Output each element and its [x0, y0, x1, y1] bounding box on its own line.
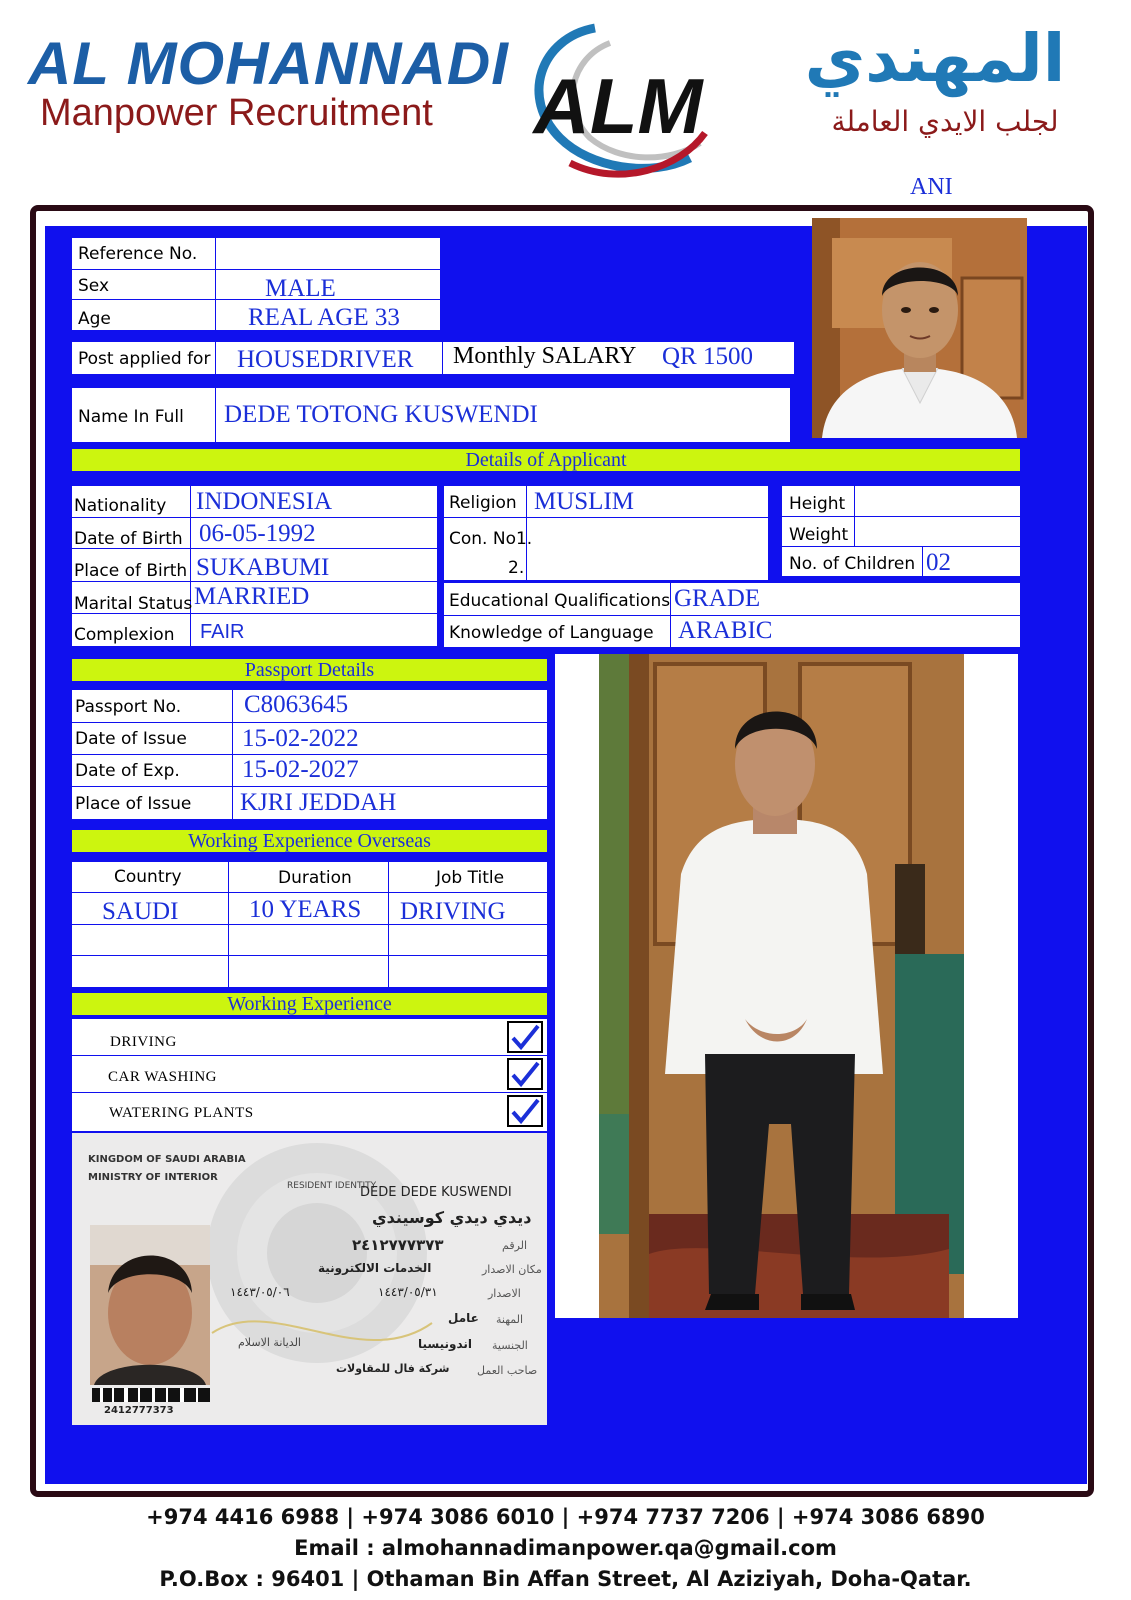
- children-label: No. of Children: [789, 554, 916, 574]
- overseas-header-job: Job Title: [436, 868, 505, 888]
- age-label: Age: [78, 309, 111, 329]
- experience-table: [72, 1019, 547, 1131]
- passport-issue-label: Date of Issue: [75, 729, 187, 749]
- contact1-label: Con. No1.: [449, 529, 533, 549]
- sex-value: MALE: [265, 275, 336, 302]
- children-value: 02: [926, 549, 951, 576]
- id-card-name-ar: ديدي ديدي كوسيندي: [372, 1208, 532, 1227]
- brand-subtitle-arabic: لجلب الايدي العاملة: [831, 105, 1059, 138]
- language-label: Knowledge of Language: [449, 623, 654, 643]
- pob-label: Place of Birth: [74, 561, 188, 581]
- overseas-header-country: Country: [114, 867, 182, 887]
- passport-section-title: Passport Details: [72, 659, 547, 681]
- religion-label: Religion: [449, 493, 517, 513]
- age-value: REAL AGE 33: [248, 304, 400, 331]
- passport-exp-value: 15-02-2027: [242, 756, 359, 783]
- salary-label: Monthly SALARY: [453, 343, 637, 369]
- details-right-table: [782, 486, 1020, 576]
- id-card-ministry: MINISTRY OF INTERIOR: [88, 1172, 218, 1183]
- id-card-label-job: المهنة: [496, 1313, 524, 1326]
- checkmark-icon: [509, 1060, 541, 1088]
- name-value: DEDE TOTONG KUSWENDI: [224, 401, 538, 428]
- logo-text: ALM: [533, 62, 703, 150]
- name-row: [72, 388, 790, 442]
- passport-table: [72, 690, 547, 819]
- details-middle-table: [444, 486, 768, 580]
- post-row: [72, 342, 794, 374]
- details-left-table: [72, 486, 437, 646]
- reference-table: [72, 238, 440, 330]
- skill-driving: DRIVING: [110, 1034, 177, 1050]
- experience-section-title: Working Experience: [72, 993, 547, 1015]
- id-card-expiry-ar: ١٤٤٣/٠٥/٠٦: [230, 1285, 290, 1299]
- passport-number-value: C8063645: [244, 691, 349, 718]
- marital-label: Marital Status: [74, 594, 193, 614]
- brand-subtitle-english: Manpower Recruitment: [40, 92, 433, 134]
- overseas-header-duration: Duration: [278, 868, 352, 888]
- skill-car-washing-checkbox: [507, 1058, 543, 1090]
- overseas-job-value: DRIVING: [400, 898, 506, 925]
- id-card-label-place: مكان الاصدار: [482, 1263, 542, 1276]
- id-card-scan: [72, 1133, 547, 1425]
- pob-value: SUKABUMI: [196, 554, 330, 581]
- overseas-country-value: SAUDI: [102, 898, 179, 925]
- name-label: Name In Full: [78, 407, 184, 427]
- weight-label: Weight: [789, 525, 849, 545]
- nationality-value: INDONESIA: [196, 488, 333, 515]
- skill-driving-checkbox: [507, 1021, 543, 1053]
- portrait-photo: [812, 218, 1027, 438]
- footer-phones: +974 4416 6988 | +974 3086 6010 | +974 7737 7206 | +974 3086 6890: [146, 1505, 985, 1529]
- height-label: Height: [789, 494, 846, 514]
- id-card-religion-ar: الديانة الاسلام: [238, 1336, 301, 1349]
- id-card-label-issue: الاصدار: [488, 1287, 521, 1300]
- full-body-photo: [555, 654, 1018, 1318]
- passport-exp-label: Date of Exp.: [75, 761, 180, 781]
- details-section-title: Details of Applicant: [72, 449, 1020, 471]
- overseas-section-title: Working Experience Overseas: [72, 830, 547, 852]
- id-card-country: KINGDOM OF SAUDI ARABIA: [88, 1154, 246, 1165]
- footer-email: Email : almohannadimanpower.qa@gmail.com: [294, 1536, 837, 1560]
- checkmark-icon: [509, 1023, 541, 1051]
- id-card-label-nationality: الجنسية: [492, 1339, 528, 1352]
- passport-place-label: Place of Issue: [75, 794, 192, 814]
- overseas-table: [72, 862, 547, 987]
- passport-number-label: Passport No.: [75, 697, 182, 717]
- id-card-label-employer: صاحب العمل: [477, 1364, 538, 1377]
- religion-value: MUSLIM: [534, 488, 635, 515]
- passport-place-value: KJRI JEDDAH: [240, 789, 397, 816]
- id-card-barcode-number: 2412777373: [104, 1405, 174, 1416]
- education-table: [444, 583, 1020, 647]
- checkmark-icon: [509, 1097, 541, 1125]
- passport-issue-value: 15-02-2022: [242, 725, 359, 752]
- id-card-number-ar: ٢٤١٢٧٧٧٣٧٣: [352, 1236, 444, 1254]
- id-card-name-en: DEDE DEDE KUSWENDI: [360, 1185, 512, 1200]
- nationality-label: Nationality: [74, 496, 167, 516]
- agent-code: ANI: [910, 174, 953, 200]
- sex-label: Sex: [78, 276, 110, 296]
- id-card-label-number: الرقم: [502, 1239, 528, 1252]
- contact2-label: 2.: [508, 558, 525, 578]
- alm-logo: [500, 18, 740, 183]
- education-label: Educational Qualifications: [449, 591, 671, 611]
- id-card-issue-ar: ١٤٤٣/٠٥/٣١: [378, 1285, 438, 1299]
- id-card-type: RESIDENT IDENTITY: [287, 1181, 377, 1191]
- id-card-nationality-ar: اندونيسيا: [418, 1337, 473, 1351]
- dob-value: 06-05-1992: [199, 520, 316, 547]
- complexion-value: FAIR: [200, 621, 245, 643]
- overseas-duration-value: 10 YEARS: [249, 896, 362, 923]
- dob-label: Date of Birth: [74, 529, 183, 549]
- salary-value: QR 1500: [662, 343, 753, 370]
- post-label: Post applied for: [78, 349, 211, 369]
- skill-watering-plants: WATERING PLANTS: [109, 1105, 254, 1121]
- brand-name-english: AL MOHANNADI: [28, 30, 509, 97]
- education-value: GRADE: [674, 585, 761, 612]
- id-card-job-ar: عامل: [448, 1311, 479, 1325]
- id-card-employer-ar: شركة فال للمقاولات: [336, 1362, 450, 1375]
- post-value: HOUSEDRIVER: [237, 346, 414, 373]
- brand-name-arabic: المهندي: [804, 20, 1066, 97]
- skill-car-washing: CAR WASHING: [108, 1069, 217, 1085]
- skill-watering-plants-checkbox: [507, 1095, 543, 1127]
- reference-label: Reference No.: [78, 244, 198, 264]
- marital-value: MARRIED: [194, 583, 310, 610]
- footer-address: P.O.Box : 96401 | Othaman Bin Affan Street, Al Aziziyah, Doha-Qatar.: [159, 1567, 972, 1591]
- language-value: ARABIC: [678, 617, 773, 644]
- id-card-place-ar: الخدمات الالكترونية: [318, 1261, 432, 1275]
- complexion-label: Complexion: [74, 625, 175, 645]
